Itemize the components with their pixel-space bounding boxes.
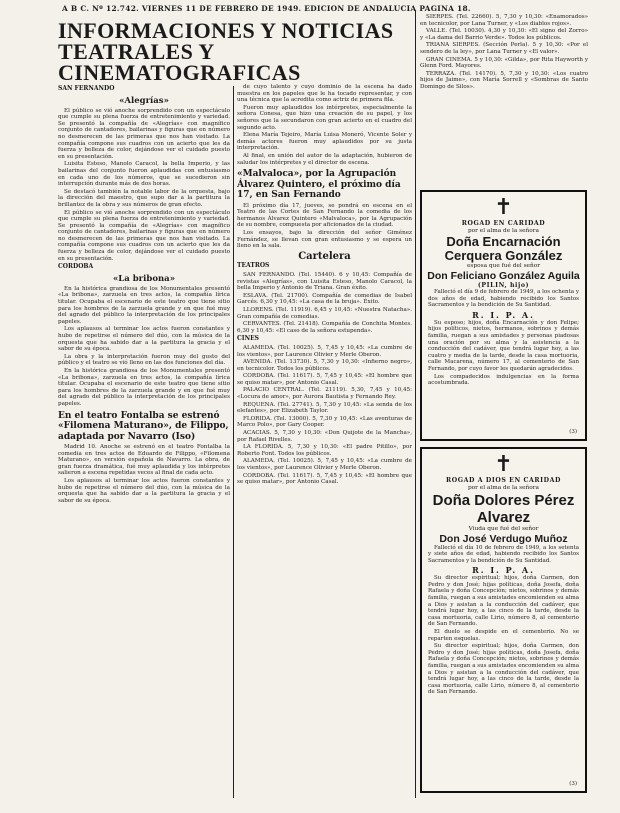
spouse-name: Don José Verdugo Muñoz bbox=[439, 532, 568, 545]
listing: CERVANTES. (Tel. 21418). Compañía de Conchita Montes. 6,30 y 10,45: «El caso de la señora estupenda». bbox=[237, 321, 412, 334]
paragraph: Madrid 10. Anoche se estrenó en el teatro Fontalba la comedia en tres actos de Eduardo de Filippo, «Filomena Maturano», en versión española de Navarro. La obra, de gran fuerza dramática, fué muy aplaudida y los intérpretes salieron a escena repetidas veces al final de cada acto. bbox=[58, 444, 230, 477]
notice-text: Su director espiritual; hijos, doña Carmen, don Pedro y don José; hijas políticas, doña Josefa, doña Rafaela y doña Concepción; nietos, sobrinos y demás familia, ruegan a sus amistades encomienden su alma a Dios y asistan a la conducción del cadáver, que tendrá lugar hoy, a las cinco de la tarde, desde la casa mortuoria, calle Lirio, número 8, al cementerio de San Fernando. bbox=[428, 643, 579, 696]
cross-icon: ✝ bbox=[494, 195, 513, 220]
paragraph: de cuyo talento y cuyo dominio de la escena ha dado muestra en los papeles que le ha tocado representar, y con una técnica que la acredita como actriz de primera fila. bbox=[237, 84, 412, 104]
notice-intro: por el alma de la señora bbox=[467, 227, 540, 234]
paragraph: El público se vió anoche sorprendido con un espectáculo que cumple su plena fuerza de entretenimiento y variedad. Se presentó la compañía de «Alegrías» con magnífico conjunto de cantadores, bailarinas y figuras que en número no desmerecen de las primeras que nos han visitado. La compañía compone sus cuadros con un acierto que les da fuerza y belleza de color, dejándose ver el cuidado puesto en su presentación. bbox=[58, 209, 230, 262]
column-3-listings bbox=[420, 14, 588, 184]
article-title: «La bribona» bbox=[112, 273, 176, 284]
section-label: CINES bbox=[237, 335, 259, 343]
deceased-name: Doña Dolores Pérez Alvarez bbox=[432, 491, 575, 526]
notice-body bbox=[422, 545, 585, 565]
article-title: «Malvaloca», por la Agrupación Álvarez Quintero, el próximo día 17, en San Fernando bbox=[237, 169, 401, 201]
paragraph: Fueron muy aplaudidos los intérpretes, especialmente la señora Conesa, que hizo una creación de su papel, y los señores que la secundaron con gran acierto en el cuadro del segundo acto. bbox=[237, 104, 412, 131]
cartelera-title: Cartelera bbox=[298, 250, 351, 262]
listing: AVENIDA. (Tel. 13730). 5, 7,30 y 10,30: «Infierno negro», en tecnicolor. Todos los públicos. bbox=[237, 359, 412, 372]
notice-body bbox=[422, 320, 585, 387]
paragraph: La obra y la interpretación fueron muy del gusto del público y el teatro se vió lleno en las dos funciones del día. bbox=[58, 353, 230, 367]
paragraph: Se destacó también la notable labor de la orquesta, bajo la dirección del maestro, que supo dar a la partitura la brillantez de la obra y sus números de gran efecto. bbox=[58, 188, 230, 208]
listing: REQUENA. (Tel. 27741). 5, 7,30 y 10,45: «La senda de los elefantes», por Elizabeth Taylor. bbox=[237, 401, 412, 415]
notice-prayer: ROGAD EN CARIDAD bbox=[461, 220, 546, 227]
listing: GRAN CINEMA. 5 y 10,30: «Gilda», por Rita Hayworth y Glenn Ford. Mayores. bbox=[420, 56, 588, 70]
listing: ALAMEDA. (Tel. 10025). 5, 7,45 y 10,45: «La cumbre de los vientos», por Laurence Olivier y Merle Oberon. bbox=[237, 344, 412, 358]
listing: CORDOBA. (Tel. 11617). 5, 7,45 y 10,45: «El hombre que se quiso matar», por Antonio Casal. bbox=[237, 373, 412, 386]
notice-text: Falleció el día 10 de febrero de 1949, a los setenta y siete años de edad, habiendo recibido los Santos Sacramentos y la bendición de Su Santidad. bbox=[428, 544, 579, 564]
paragraph: Luisita Esteso, Manolo Caracol, la bella Imperio, y las bailarinas del conjunto fueron aplaudidas con entusiasmo en cada uno de los números, que se sucedieron sin interrupción durante más de dos horas. bbox=[58, 161, 230, 188]
column-rule bbox=[233, 86, 234, 798]
column-2 bbox=[237, 84, 412, 796]
article-title: «Alegrías» bbox=[119, 95, 169, 106]
notice-text: El duelo se despide en el cementerio. No se reparten esquelas. bbox=[428, 629, 579, 642]
listing: PALACIO CENTRAL. (Tel. 21119). 5,30, 7,45 y 10,45: «Locura de amor», por Aurora Bautista y Fernando Rey. bbox=[237, 387, 412, 401]
notice-relation: Viuda que fué del señor bbox=[468, 525, 539, 532]
section-label: TEATROS bbox=[237, 262, 270, 270]
section-label: CORDOBA bbox=[58, 263, 94, 271]
obituary-notice bbox=[420, 190, 587, 441]
notice-body bbox=[422, 575, 585, 696]
page-headline: INFORMACIONES Y NOTICIAS TEATRALES Y CINEMATOGRAFICAS bbox=[58, 18, 394, 85]
listing: SIERPES. (Tel. 22660). 5, 7,30 y 10,30: «Enamorados» en tecnicolor, por Lana Turner, y «Los diablos rojos». bbox=[420, 14, 588, 27]
obituary-notice bbox=[420, 447, 587, 793]
listing: FLORIDA. (Tel. 13000). 5, 7,30 y 10,45: «Las aventuras de Marco Polo», por Gary Cooper. bbox=[237, 415, 412, 429]
running-head: A B C. Nº 12.742. VIERNES 11 DE FEBRERO DE 1949. EDICION DE ANDALUCIA PAGINA 18. bbox=[62, 4, 471, 13]
notice-prayer: ROGAD A DIOS EN CARIDAD bbox=[446, 477, 561, 484]
listing: ALAMEDA. (Tel. 10025). 5, 7,45 y 10,45: «La cumbre de los vientos», por Laurence Olivier y Merle Oberon. bbox=[237, 458, 412, 471]
ripa-label: R. I. P. A. bbox=[472, 309, 535, 320]
listing: SAN FERNANDO. (Tel. 15440). 6 y 10,45: Compañía de revistas «Alegrías», con Luisita Esteso, Manolo Caracol, la bella Imperio y Antonio de Triana. Gran éxito. bbox=[237, 271, 412, 292]
listing: TERRAZA. (Tel. 14170). 5, 7,30 y 10,30: «Los cuatro hijos de Jaime», con María Sorrell y «Sombras de Santo Domingo de Silos». bbox=[420, 70, 588, 90]
notice-ref: (3) bbox=[569, 781, 577, 787]
spouse-alias: (PILIN, hijo) bbox=[477, 281, 530, 289]
listing: LA FLORIDA. 5, 7,30 y 10,30: «El padre Pitillo», por Roberto Font. Todos los públicos. bbox=[237, 444, 412, 457]
paragraph: Los aplausos al terminar los actos fueron constantes y hubo de repetirse el número del dúo, con la música de la orquesta que ha sabido dar a la partitura la gracia y el sabor de su época. bbox=[58, 478, 230, 504]
notice-text: Su director espiritual; hijos, doña Carmen, don Pedro y don José; hijas políticas, doña Josefa, doña Rafaela y doña Concepción; nietos, sobrinos y demás familia, ruegan a sus amistades encomienden su alma a Dios y asistan a la conducción del cadáver, que tendrá lugar hoy, a las cinco de la tarde, desde la casa mortuoria, calle Lirio, número 8, al cementerio de San Fernando. bbox=[428, 575, 579, 628]
paragraph: El público se vió anoche sorprendido con un espectáculo que cumple su plena fuerza de entretenimiento y variedad. Se presentó la compañía de «Alegrías» con magnífico conjunto de cantadores, bailarinas y figuras que en número no desmerecen de las primeras que nos han visitado. La compañía compone sus cuadros con un acierto que les da fuerza y belleza de color, dejándose ver el cuidado puesto en su presentación. bbox=[58, 107, 230, 160]
spouse-name: Don Feliciano González Aguila bbox=[427, 269, 580, 282]
article-title: En el teatro Fontalba se estrenó «Filomena Maturano», de Filippo, adaptada por Navarro (Iso) bbox=[58, 410, 229, 442]
notice-text: Falleció el día 9 de febrero de 1949, a los ochenta y dos años de edad, habiendo recibido los Santos Sacramentos y la bendición de Su Santidad. bbox=[428, 289, 579, 309]
paragraph: El próximo día 17, jueves, se pondrá en escena en el Teatro de las Cortes de San Fernando la comedia de los hermanos Álvarez Quintero «Malvaloca», por la Agrupación de su nombre, compuesta por aficionados de la ciudad. bbox=[237, 202, 412, 229]
notice-relation: esposa que fué del señor bbox=[467, 262, 540, 269]
listing: ACACIAS. 5, 7,30 y 10,30: «Don Quijote de la Mancha», por Rafael Rivelles. bbox=[237, 430, 412, 443]
listing: LLORENS. (Tel. 11919). 6,45 y 10,45: «Nuestra Natacha». Gran compañía de comedias. bbox=[237, 306, 412, 320]
column-rule bbox=[415, 10, 416, 798]
paragraph: Los aplausos al terminar los actos fueron constantes y hubo de repetirse el número del dúo, con la música de la orquesta que ha sabido dar a la partitura la gracia y el sabor de su época. bbox=[58, 326, 230, 353]
listing: CORDOBA. (Tel. 11617). 5, 7,45 y 10,45: «El hombre que se quiso matar», por Antonio Casal. bbox=[237, 472, 412, 486]
ripa-label: R. I. P. A. bbox=[472, 565, 535, 576]
notice-body bbox=[422, 289, 585, 309]
paragraph: En la histórica grandiosa de los Monumentales presentó «La bribona», zarzuela en tres actos, la compañía lírica titular. Ocupaba el escenario de este teatro que tiene sitio para los hombres de la zarzuela grande y en que fué muy del agrado del público la interpretación de los principales papeles. bbox=[58, 285, 230, 325]
section-label: SAN FERNANDO bbox=[58, 85, 115, 92]
paragraph: Elena María Tejeiro, María Luisa Moneró, Vicente Soler y demás actores fueron muy aplaudidos por su justa interpretación. bbox=[237, 132, 412, 152]
notice-ref: (3) bbox=[569, 429, 577, 435]
listing: ESLAVA. (Tel. 21700). Compañía de comedias de Isabel Garcés. 6,30 y 10,45: «La casa de la bruja». Éxito. bbox=[237, 292, 412, 306]
listing: VALLE. (Tel. 10030). 4,30 y 10,30: «El signo del Zorro» y «La dama del Barrio Verde». Todos los públicos. bbox=[420, 28, 588, 41]
column-1 bbox=[58, 84, 230, 796]
notice-text: Los compadecidos indulgencias en la forma acostumbrada. bbox=[428, 373, 579, 387]
listing: TRIANA SIERPES. (Sección Perla). 5 y 10,30: «Por el sendero de la ley», por Lana Turner y «El valor». bbox=[420, 42, 588, 55]
cross-icon: ✝ bbox=[494, 452, 513, 477]
paragraph: Los ensayos, bajo la dirección del señor Giménez Fernández, se llevan con gran entusiasmo y se espera un lleno en la sala. bbox=[237, 230, 412, 250]
paragraph: Al final, en unión del autor de la adaptación, hubieron de saludar los intérpretes y el director de escena. bbox=[237, 152, 412, 166]
deceased-name: Doña Encarnación Cerquera González bbox=[444, 233, 563, 263]
notice-intro: por el alma de la señora bbox=[467, 484, 540, 491]
paragraph: En la histórica grandiosa de los Monumentales presentó «La bribona», zarzuela en tres actos, la compañía lírica titular. Ocupaba el escenario de este teatro que tiene sitio para los hombres de la zarzuela grande y en que fué muy del agrado del público la interpretación de los principales papeles. bbox=[58, 367, 230, 407]
notice-text: Su esposo; hijos, doña Encarnación y don Felipe; hijos políticos, nietos, hermanos, sobrinos y demás familia, ruegan a sus amistades y personas piadosas una oración por su alma y la asistencia a la conducción del cadáver, que tendrá lugar hoy, a las cuatro y media de la tarde, desde la casa mortuoria, calle Macarena, número 17, al cementerio de San Fernando, por cuyo favor les quedarán agradecidos. bbox=[428, 319, 579, 372]
